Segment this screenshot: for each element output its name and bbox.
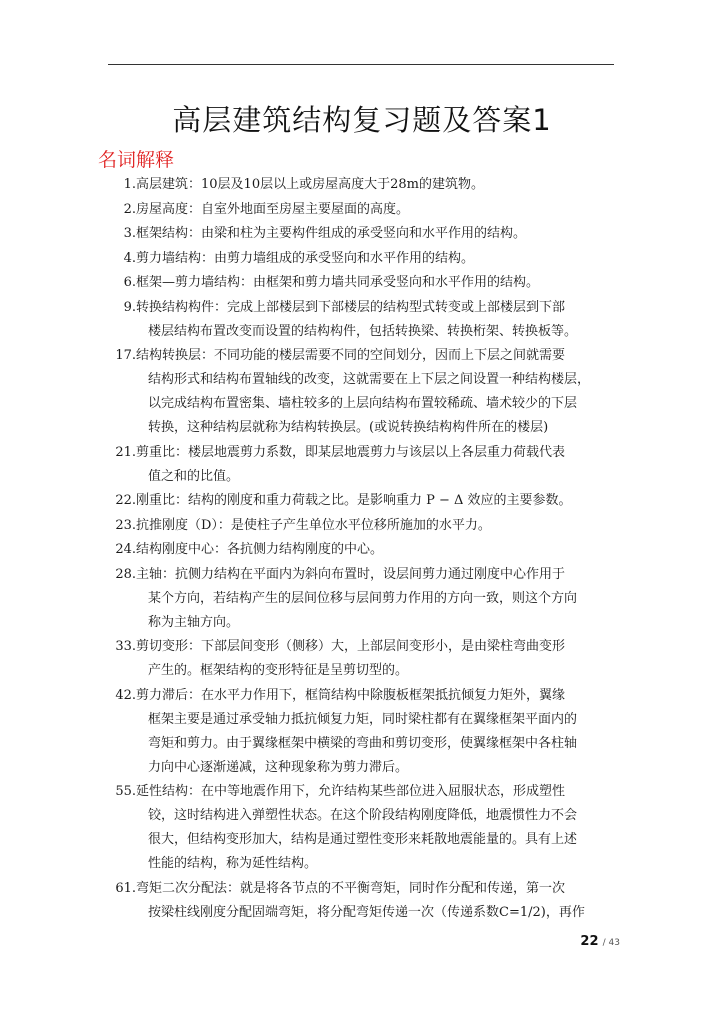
item-text: [136, 635, 618, 683]
list-item: [0, 684, 724, 780]
item-text-line: 产生的。框架结构的变形特征是呈剪切型的。: [148, 663, 409, 678]
list-item: [0, 296, 724, 344]
list-item: [0, 877, 724, 925]
item-number: 17.: [115, 348, 136, 363]
document-title: 高层建筑结构复习题及答案1: [172, 103, 552, 137]
page-number: [580, 934, 620, 949]
page-total: / 43: [602, 938, 620, 948]
item-number: 3.: [123, 226, 136, 241]
list-item: [0, 514, 724, 538]
item-text-line: 以完成结构布置密集、墙柱较多的上层向结构布置较稀疏、墙术较少的下层: [148, 396, 578, 411]
list-item: [0, 222, 724, 246]
item-text-line: 框架—剪力墙结构：由框架和剪力墙共同承受竖向和水平作用的结构。: [136, 275, 540, 290]
item-text: [136, 563, 618, 635]
item-text-line: 铰，这时结构进入弹塑性状态。在这个阶段结构刚度降低，地震惯性力不会: [148, 808, 578, 823]
list-item: [0, 271, 724, 295]
item-number: 55.: [115, 784, 136, 799]
item-text-line: 主轴：抗侧力结构在平面内为斜向布置时，设层间剪力通过刚度中心作用于: [136, 566, 566, 582]
item-text-line: 弯矩二次分配法：就是将各节点的不平衡弯矩，同时作分配和传递，第一次: [136, 880, 566, 896]
item-text: [136, 684, 618, 780]
item-number: 1.: [123, 177, 136, 192]
item-text: [136, 877, 618, 925]
item-text: [136, 222, 618, 246]
item-text-line: 高层建筑：10层及10层以上或房屋高度大于28m的建筑物。: [136, 177, 484, 192]
item-text: [136, 441, 618, 489]
item-number: 33.: [115, 639, 136, 654]
item-text-line: 房屋高度：自室外地面至房屋主要屋面的高度。: [136, 201, 410, 217]
item-text-line: 框架结构：由梁和柱为主要构件组成的承受竖向和水平作用的结构。: [136, 226, 527, 241]
list-item: [0, 441, 724, 489]
list-item: [0, 563, 724, 635]
item-number: 6.: [123, 275, 136, 290]
item-text: [136, 198, 618, 222]
item-number: 61.: [115, 880, 136, 896]
item-text-line: 性能的结构，称为延性结构。: [148, 856, 318, 871]
list-item: [0, 489, 724, 513]
item-text: [136, 344, 618, 440]
item-number: 9.: [123, 299, 136, 315]
item-text-line: 延性结构：在中等地震作用下，允许结构某些部位进入屈服状态，形成塑性: [136, 784, 566, 799]
item-text-line: 按梁柱线刚度分配固端弯矩，将分配弯矩传递一次（传递系数C=1/2)，再作: [148, 904, 585, 920]
item-text-line: 剪力滞后：在水平力作用下，框筒结构中除腹板框架抵抗倾复力矩外，翼缘: [136, 687, 566, 703]
item-number: 42.: [115, 687, 136, 703]
item-number: 22.: [115, 493, 136, 508]
page-current: 22: [580, 934, 599, 949]
list-item: [0, 635, 724, 683]
item-text-line: 结构形式和结构布置轴线的改变，这就需要在上下层之间设置一种结构楼层，: [148, 372, 591, 387]
item-text-line: 剪重比：楼层地震剪力系数，即某层地震剪力与该层以上各层重力荷载代表: [136, 444, 566, 460]
item-text-line: 力向中心逐渐递减，这种现象称为剪力滞后。: [148, 759, 409, 775]
item-text: [136, 538, 618, 562]
item-text-line: 转换，这种结构层就称为结构转换层。(或说转换结构构件所在的楼层): [148, 420, 549, 435]
header-rule: [108, 64, 614, 65]
item-text-line: 转换结构构件：完成上部楼层到下部楼层的结构型式转变或上部楼层到下部: [136, 299, 566, 315]
item-number: 23.: [115, 517, 136, 533]
item-number: 2.: [123, 201, 136, 217]
item-text-line: 很大，但结构变形加大，结构是通过塑性变形来耗散地震能量的。具有上述: [148, 832, 578, 847]
item-text-line: 框架主要是通过承受轴力抵抗倾复力矩，同时梁柱都有在翼缘框架平面内的: [148, 711, 578, 727]
item-text-line: 某个方向，若结构产生的层间位移与层间剪力作用的方向一致，则这个方向: [148, 590, 578, 606]
list-item: [0, 173, 724, 197]
item-text-line: 弯矩和剪力。由于翼缘框架中横梁的弯曲和剪切变形，使翼缘框架中各柱轴: [148, 735, 578, 751]
item-text-line: 值之和的比值。: [148, 468, 240, 484]
item-text: [136, 514, 618, 538]
item-text: [136, 489, 618, 513]
list-item: [0, 247, 724, 271]
item-number: 28.: [115, 566, 136, 582]
item-text: [136, 271, 618, 295]
section-heading: 名词解释: [98, 149, 175, 171]
item-text-line: 剪力墙结构：由剪力墙组成的承受竖向和水平作用的结构。: [136, 250, 475, 266]
item-text-line: 楼层结构布置改变而设置的结构构件，包括转换梁、转换桁架、转换板等。: [148, 323, 578, 339]
item-text: [136, 780, 618, 876]
item-text: [136, 296, 618, 344]
term-list: [0, 173, 724, 925]
item-text-line: 剪切变形：下部层间变形（侧移）大，上部层间变形小，是由梁柱弯曲变形: [136, 639, 566, 654]
item-text: [136, 173, 618, 197]
item-number: 4.: [123, 250, 136, 266]
list-item: [0, 780, 724, 876]
item-text-line: 结构转换层：不同功能的楼层需要不同的空间划分，因而上下层之间就需要: [136, 348, 566, 363]
item-text-line: 结构刚度中心：各抗侧力结构刚度的中心。: [136, 542, 384, 557]
list-item: [0, 198, 724, 222]
item-text-line: 刚重比：结构的刚度和重力荷载之比。是影响重力 P − Δ 效应的主要参数。: [136, 493, 572, 508]
item-text-line: 称为主轴方向。: [148, 614, 240, 630]
item-number: 21.: [115, 444, 136, 460]
item-text-line: 抗推刚度（D）：是使柱子产生单位水平位移所施加的水平力。: [136, 517, 491, 533]
item-number: 24.: [115, 542, 136, 557]
list-item: [0, 538, 724, 562]
item-text: [136, 247, 618, 271]
list-item: [0, 344, 724, 440]
